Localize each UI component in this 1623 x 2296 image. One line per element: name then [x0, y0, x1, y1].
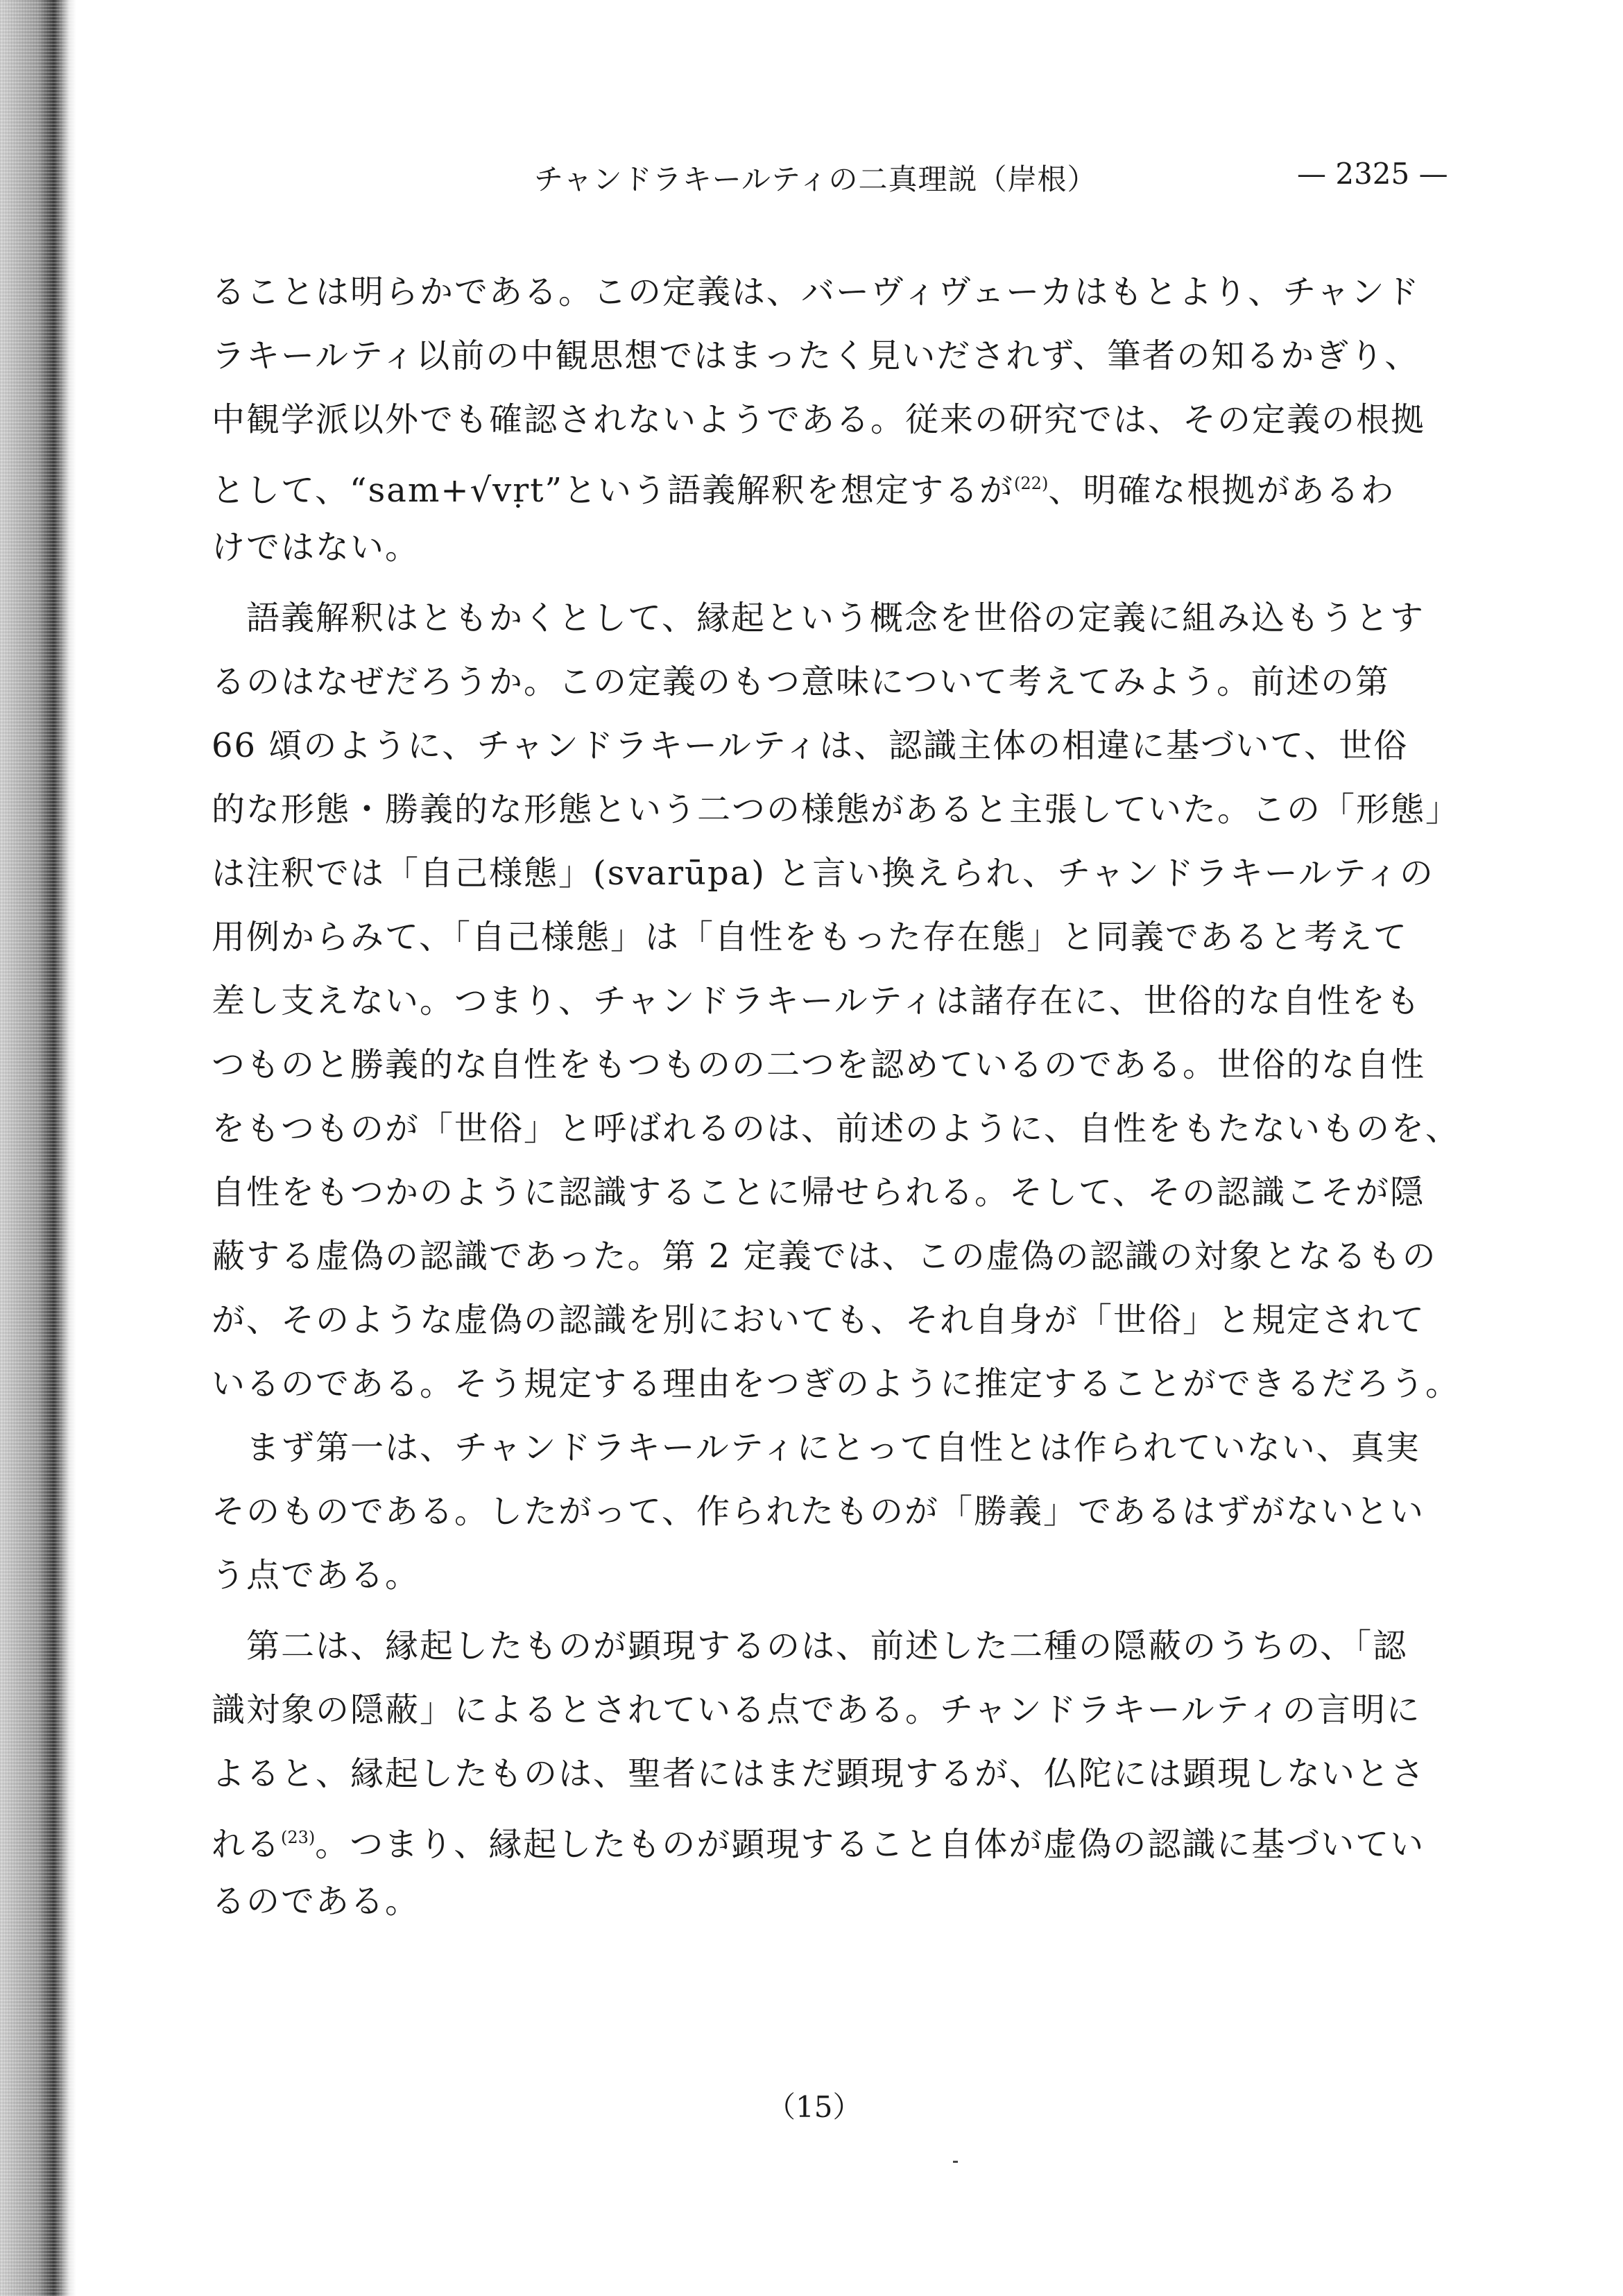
text-line: が、そのような虚偽の認識を別においても、それ自身が「世俗」と規定されて [212, 1301, 1426, 1339]
line-text: れる [212, 1825, 282, 1864]
text-line-with-note [212, 1806, 1432, 1869]
body-text [212, 260, 1461, 1933]
text-line: 識対象の隠蔽」によるとされている点である。チャンドラキールティの言明に [212, 1690, 1421, 1729]
text-line: けではない。 [212, 528, 420, 567]
text-line: う点である。 [212, 1556, 420, 1595]
text-line: るのである。 [212, 1882, 420, 1921]
line-text: 。つまり、縁起したものが顕現すること自体が虚偽の認識に基づいてい [315, 1825, 1425, 1864]
text-line: 第二は、縁起したものが顕現するのは、前述した二種の隠蔽のうちの、「認 [212, 1627, 1408, 1665]
text-line: つものと勝義的な自性をもつものの二つを認めているのである。世俗的な自性 [212, 1045, 1426, 1084]
line-text: 、明確な根拠があるわ [1048, 471, 1396, 510]
text-line: るのはなぜだろうか。この定義のもつ意味について考えてみよう。前述の第 [212, 662, 1391, 701]
text-line: ラキールティ以前の中観思想ではまったく見いだされず、筆者の知るかぎり、 [212, 336, 1420, 375]
text-line: よると、縁起したものは、聖者にはまだ顕現するが、仏陀には顕現しないとさ [212, 1754, 1426, 1793]
text-line: まず第一は、チャンドラキールティにとって自性とは作られていない、真実 [212, 1428, 1420, 1467]
text-line: 蔽する虚偽の認識であった。第 2 定義では、この虚偽の認識の対象となるもの [212, 1237, 1437, 1276]
text-line: いるのである。そう規定する理由をつぎのように推定することができるだろう。 [212, 1364, 1461, 1403]
text-line: 的な形態・勝義的な形態という二つの様態があると主張していた。この「形態」 [212, 790, 1461, 829]
scan-gutter-texture [0, 0, 62, 2296]
journal-page-number: — 2325 — [1297, 157, 1448, 191]
text-line: をもつものが「世俗」と呼ばれるのは、前述のように、自性をもたないものを、 [212, 1109, 1461, 1148]
running-title: チャンドラキールティの二真理説（岸根） [534, 162, 1097, 196]
text-line: 差し支えない。つまり、チャンドラキールティは諸存在に、世俗的な自性をも [212, 982, 1421, 1020]
page-footer-number: （15） [766, 2090, 862, 2124]
text-line: 自性をもつかのように認識することに帰せられる。そして、その認識こそが隠 [212, 1173, 1425, 1212]
line-text: として、“sam+√vṛt”という語義解釈を想定するが [212, 471, 1015, 510]
scan-speck [953, 2161, 958, 2163]
note-reference: (22) [1014, 474, 1049, 493]
text-line: 66 頌のように、チャンドラキールティは、認識主体の相違に基づいて、世俗 [212, 726, 1409, 765]
note-reference: (23) [281, 1828, 316, 1847]
text-line: 語義解釈はともかくとして、縁起という概念を世俗の定義に組み込もうとす [212, 599, 1425, 637]
text-line: 用例からみて、「自己様態」は「自性をもった存在態」と同義であると考えて [212, 918, 1409, 957]
text-line: 中観学派以外でも確認されないようである。従来の研究では、その定義の根拠 [212, 400, 1426, 439]
text-line: は注釈では「自己様態」(svarūpa) と言い換えられ、チャンドラキールティの [212, 854, 1434, 893]
text-line-with-note [212, 452, 1432, 515]
text-line: そのものである。したがって、作られたものが「勝義」であるはずがないとい [212, 1492, 1425, 1531]
text-line: ることは明らかである。この定義は、バーヴィヴェーカはもとより、チャンド [212, 273, 1420, 311]
